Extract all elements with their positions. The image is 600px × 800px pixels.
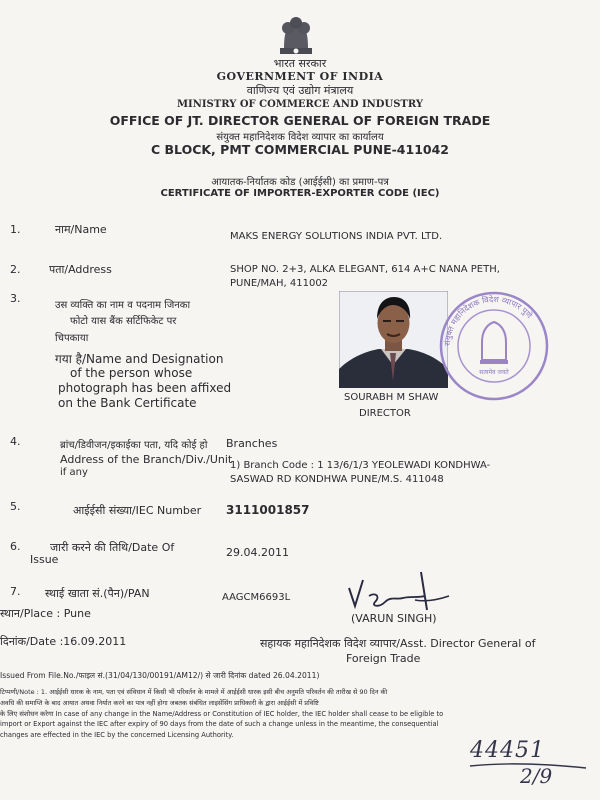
address-value-line1: SHOP NO. 2+3, ALKA ELEGANT, 614 A+C NANA PETH, [230,264,500,275]
certificate-title: CERTIFICATE OF IMPORTER-EXPORTER CODE (IEC) [160,188,440,199]
bharat-sarkar: भारत सरकार [273,57,327,70]
field-number: 1. [10,223,21,236]
national-emblem-icon [270,10,322,58]
branch-label-english-1: Address of the Branch/Div./Unit [60,453,233,466]
person-label-english-3: photograph has been affixed [58,381,232,395]
field-number: 3. [10,292,21,305]
handwritten-date: 2/9 [520,764,553,788]
branch-label-english-2: if any [60,467,88,478]
issue-date-label-2: Issue [30,553,59,566]
person-label-hindi-1: उस व्यक्ति का नाम व पदनाम जिनका [55,300,191,311]
issue-date-label-1: जारी करने की तिथि/Date Of [50,541,175,554]
person-label-hindi-3: चिपकाया [55,333,89,344]
branch-value-line2: SASWAD RD KONDHWA PUNE/M.S. 411048 [230,474,444,485]
person-label-english-2: of the person whose [70,366,193,380]
name-label: नाम/Name [55,223,107,236]
person-designation: DIRECTOR [359,408,411,419]
field-number: 6. [10,540,21,553]
stamp-inner-text: सत्यमेव जयते [479,369,509,376]
office-hindi: संयुक्त महानिदेशक विदेश व्यापार का कार्यालय [216,132,384,143]
ministry-hindi: वाणिज्य एवं उद्योग मंत्रालय [246,84,354,97]
person-label-english-4: on the Bank Certificate [58,396,197,410]
issued-from-line: Issued From File.No./फाइल सं.(31/04/130/00191/AM12/) से जारी दिनांक dated 26.04.2011) [0,671,320,680]
signatory-name: (VARUN SINGH) [351,612,437,625]
field-number: 7. [10,585,21,598]
field-number: 5. [10,500,21,513]
certificate-hindi: आयातक-निर्यातक कोड (आईईसी) का प्रमाण-पत्र [211,177,389,188]
note-hindi-1: टिप्पणी/Note : 1. आईईसी धारक के नाम, पता एवं संविधान में किसी भी परिवर्तन के मामले में आईईसी धारक इसी बीच अनुमति परिवर्तन की तारीख से 90 दिन की [0,688,388,696]
note-english-3: changes are effected in the IEC by the concerned Licensing Authority. [0,731,234,739]
pan-label: स्थाई खाता सं.(पैन)/PAN [45,587,150,600]
ministry-title: MINISTRY OF COMMERCE AND INDUSTRY [176,99,423,110]
iec-number-label: आईईसी संख्या/IEC Number [73,504,202,517]
name-value: MAKS ENERGY SOLUTIONS INDIA PVT. LTD. [230,231,443,242]
place-field: स्थान/Place : Pune [0,607,91,620]
field-number: 2. [10,263,21,276]
official-seal-stamp [438,290,550,402]
office-title: OFFICE OF JT. DIRECTOR GENERAL OF FOREIGN TRADE [109,113,491,128]
government-of-india: GOVERNMENT OF INDIA [216,70,384,83]
signatory-designation-1: सहायक महानिदेशक विदेश व्यापार/Asst. Director General of [260,637,536,650]
branch-value-line1: 1) Branch Code : 1 13/6/1/3 YEOLEWADI KONDHWA- [230,460,491,471]
address-value-line2: PUNE/MAH, 411002 [230,278,329,289]
office-address: C BLOCK, PMT COMMERCIAL PUNE-411042 [151,142,449,157]
handwritten-signature [345,566,455,616]
note-english-1: के लिए संशोधन करेगा In case of any change in the Name/Address or Constitution of IEC holder, the IEC holder shall cease to be eligible to [0,710,444,718]
stamp-outer-text: संयुक्त महानिदेशक विदेश व्यापार पुणे [442,294,534,347]
date-field: दिनांक/Date :16.09.2011 [0,635,127,648]
address-label: पता/Address [49,263,112,276]
person-name: SOURABH M SHAW [344,392,439,403]
signatory-designation-2: Foreign Trade [346,652,421,665]
note-hindi-2: अवधि की समाप्ति के बाद आयात अथवा निर्यात करने का पात्र नहीं होगा जबतक संबंधित लाइसेंसिंग प्राधिकारी के द्वारा आईईसी में प्रविष्टि [0,699,319,707]
handwritten-number: 44451 [470,738,545,763]
issue-date-value: 29.04.2011 [226,546,289,559]
note-english-2: import or Export against the IEC after expiry of 90 days from the date of such a change unless in the meantime, the consequential [0,720,439,728]
branch-label-hindi: ब्रांच/डिवीजन/इकाईका पता, यदि कोई हो [60,440,208,451]
pan-value: AAGCM6693L [222,592,291,603]
branches-heading: Branches [226,437,278,450]
iec-number-value: 3111001857 [226,503,310,517]
person-photo [339,291,448,388]
field-number: 4. [10,435,21,448]
person-label-hindi-2: फोटो यास बैंक सर्टिफिकेट पर [70,316,177,327]
person-label-english-1: गया है/Name and Designation [55,352,224,366]
